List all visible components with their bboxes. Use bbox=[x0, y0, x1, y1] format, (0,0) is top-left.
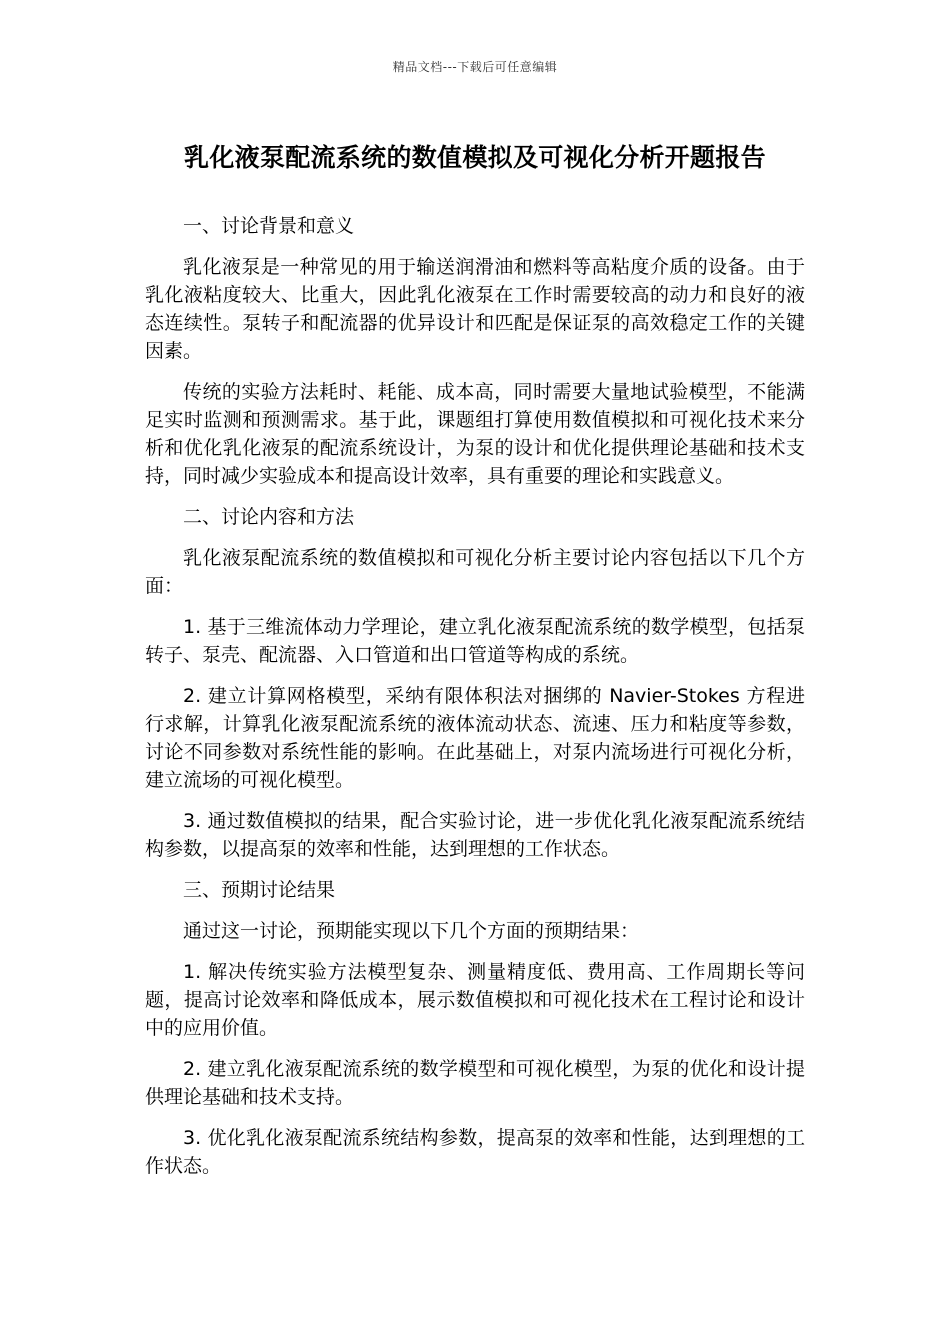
document-body bbox=[145, 212, 805, 1193]
list-item: 1. 基于三维流体动力学理论，建立乳化液泵配流系统的数学模型，包括泵转子、泵壳、配流器、入口管道和出口管道等构成的系统。 bbox=[145, 616, 805, 666]
list-item: 3. 通过数值模拟的结果，配合实验讨论，进一步优化乳化液泵配流系统结构参数，以提高泵的效率和性能，达到理想的工作状态。 bbox=[145, 810, 805, 860]
section-expected-results bbox=[145, 876, 805, 1180]
paragraph: 乳化液泵配流系统的数值模拟和可视化分析主要讨论内容包括以下几个方面： bbox=[145, 547, 805, 597]
list-item: 3. 优化乳化液泵配流系统结构参数，提高泵的效率和性能，达到理想的工作状态。 bbox=[145, 1127, 805, 1177]
section-heading: 三、预期讨论结果 bbox=[183, 879, 336, 901]
section-heading: 二、讨论内容和方法 bbox=[183, 506, 355, 528]
paragraph: 乳化液泵是一种常见的用于输送润滑油和燃料等高粘度介质的设备。由于乳化液粘度较大、比重大，因此乳化液泵在工作时需要较高的动力和良好的液态连续性。泵转子和配流器的优异设计和匹配是保证泵的高效稳定工作的关键因素。 bbox=[145, 256, 805, 362]
list-item: 1. 解决传统实验方法模型复杂、测量精度低、费用高、工作周期长等问题，提高讨论效率和降低成本，展示数值模拟和可视化技术在工程讨论和设计中的应用价值。 bbox=[145, 961, 805, 1039]
paragraph: 通过这一讨论，预期能实现以下几个方面的预期结果： bbox=[183, 920, 640, 942]
section-heading: 一、讨论背景和意义 bbox=[183, 215, 355, 237]
section-content-methods bbox=[145, 503, 805, 863]
header-note: 精品文档---下载后可任意编辑 bbox=[392, 60, 558, 74]
list-item: 2. 建立乳化液泵配流系统的数学模型和可视化模型，为泵的优化和设计提供理论基础和技术支持。 bbox=[145, 1058, 805, 1108]
section-background bbox=[145, 212, 805, 490]
document-title: 乳化液泵配流系统的数值模拟及可视化分析开题报告 bbox=[184, 143, 766, 172]
list-item: 2. 建立计算网格模型，采纳有限体积法对捆绑的 Navier-Stokes 方程进行求解，计算乳化液泵配流系统的液体流动状态、流速、压力和粘度等参数，讨论不同参数对系统性能的影响。在此基础上，对泵内流场进行可视化分析，建立流场的可视化模型。 bbox=[145, 685, 805, 791]
paragraph: 传统的实验方法耗时、耗能、成本高，同时需要大量地试验模型，不能满足实时监测和预测需求。基于此，课题组打算使用数值模拟和可视化技术来分析和优化乳化液泵的配流系统设计，为泵的设计和优化提供理论基础和技术支持，同时减少实验成本和提高设计效率，具有重要的理论和实践意义。 bbox=[145, 381, 805, 487]
